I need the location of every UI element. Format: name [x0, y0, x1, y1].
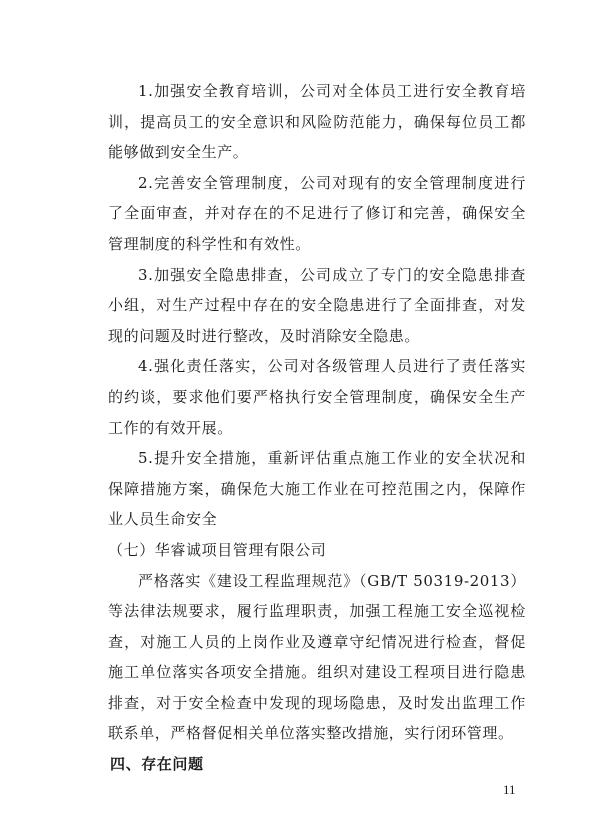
- paragraph-education-training: 1.加强安全教育培训，公司对全体员工进行安全教育培训，提高员工的安全意识和风险防范能力，确保每位员工都能够做到安全生产。: [108, 82, 526, 162]
- document-body: [108, 76, 526, 780]
- paragraph-hazard-inspection: 3.加强安全隐患排查，公司成立了专门的安全隐患排查小组，对生产过程中存在的安全隐患进行了全面排查，对发现的问题及时进行整改，及时消除安全隐患。: [108, 265, 526, 345]
- paragraph-management-system: 2.完善安全管理制度，公司对现有的安全管理制度进行了全面审查，并对存在的不足进行了修订和完善，确保安全管理制度的科学性和有效性。: [108, 173, 526, 253]
- paragraph-responsibility: 4.强化责任落实，公司对各级管理人员进行了责任落实的约谈，要求他们要严格执行安全管理制度，确保安全生产工作的有效开展。: [108, 357, 526, 437]
- section-heading-company: （七）华睿诚项目管理有限公司: [108, 540, 327, 559]
- paragraph-supervision: 严格落实《建设工程监理规范》（GB/T 50319-2013）等法律法规要求，履行监理职责，加强工程施工安全巡视检查，对施工人员的上岗作业及遵章守纪情况进行检查，督促施工单位落实各项安全措施。组织对建设工程项目进行隐患排查，对于安全检查中发现的现场隐患，及时发出监理工作联系单，严格督促相关单位落实整改措施，实行闭环管理。: [108, 571, 526, 743]
- page-number: 11: [503, 782, 516, 797]
- paragraph-safety-measures: 5.提升安全措施，重新评估重点施工作业的安全状况和保障措施方案，确保危大施工作业在可控范围之内，保障作业人员生命安全: [108, 449, 526, 529]
- chapter-heading: 四、存在问题: [110, 755, 204, 774]
